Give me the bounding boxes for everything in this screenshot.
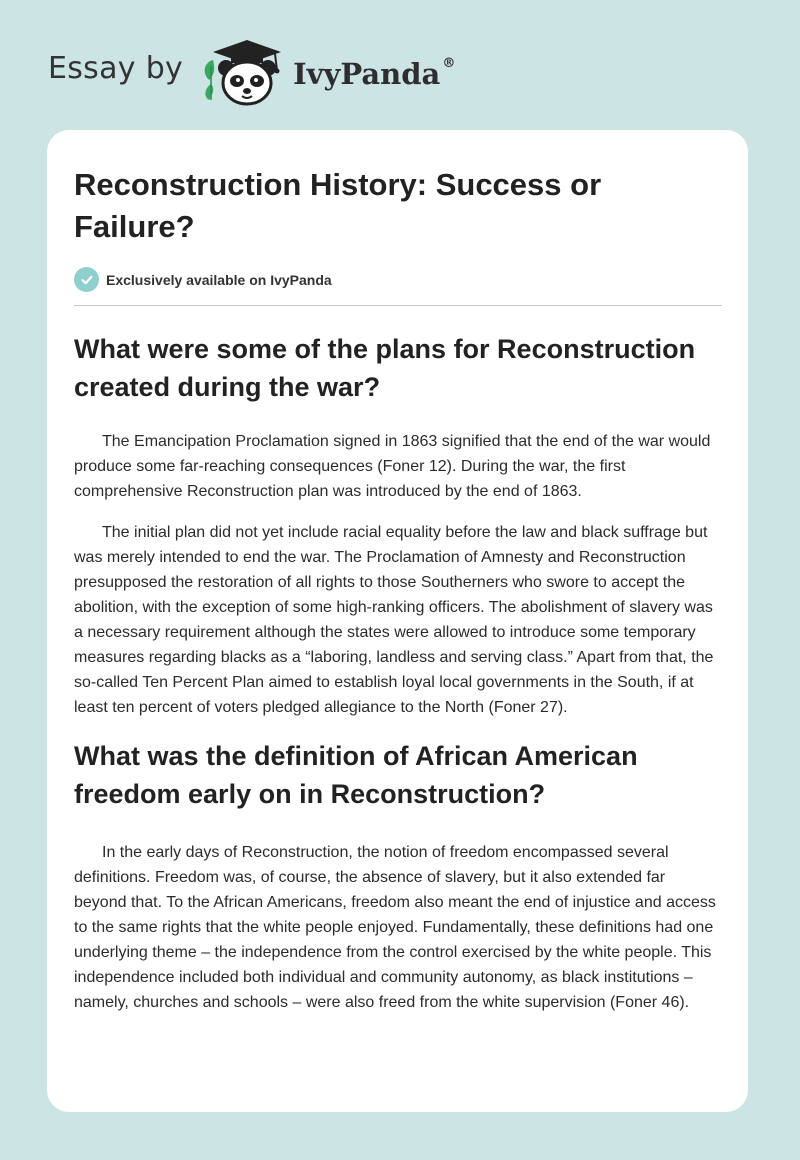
- section-wartime-plans: [74, 330, 722, 720]
- brand-prefix: Essay by: [48, 50, 184, 86]
- exclusive-text: Exclusively available on IvyPanda: [106, 271, 332, 288]
- brand-name[interactable]: IvyPanda ®: [293, 56, 456, 91]
- section-heading: What were some of the plans for Reconstruction created during the war?: [74, 334, 696, 402]
- site-header: [48, 36, 455, 108]
- paragraph: In the early days of Reconstruction, the notion of freedom encompassed several definitions. Freedom was, of course, the absence of slavery, but it also extended far beyond that. To the African Americans, freedom also meant the end of injustice and access to the same rights that the white people enjoyed. Fundamentally, these definitions had one underlying theme – the independence from the control exercised by the white people. This independence included both individual and community autonomy, as black institutions – namely, churches and schools – were also freed from the white supervision (Foner 46).: [74, 844, 716, 1011]
- paragraph: The Emancipation Proclamation signed in 1863 signified that the end of the war would produce some far-reaching consequences (Foner 12). During the war, the first comprehensive Reconstruction plan was introduced by the end of 1863.: [74, 433, 711, 500]
- exclusive-badge: [74, 267, 722, 292]
- registered-mark: ®: [442, 56, 456, 72]
- essay-title: Reconstruction History: Success or Failure?: [74, 167, 602, 244]
- check-circle-icon: [74, 267, 99, 292]
- section-heading: What was the definition of African American freedom early on in Reconstruction?: [74, 741, 638, 809]
- title-divider: [74, 305, 722, 306]
- section-freedom-definition: [74, 737, 722, 1015]
- paragraph: The initial plan did not yet include racial equality before the law and black suffrage but was merely intended to end the war. The Proclamation of Amnesty and Reconstruction presupposed the restoration of all rights to those Southerners who swore to accept the abolition, with the exception of some high-ranking officers. The abolishment of slavery was a necessary requirement although the states were allowed to introduce some temporary measures regarding blacks as a “laboring, landless and serving class.” Apart from that, the so-called Ten Percent Plan aimed to establish loyal local governments in the South, if at least ten percent of voters pledged allegiance to the North (Foner 27).: [74, 524, 714, 716]
- essay-card: [47, 130, 748, 1112]
- panda-graduate-icon[interactable]: [197, 36, 287, 108]
